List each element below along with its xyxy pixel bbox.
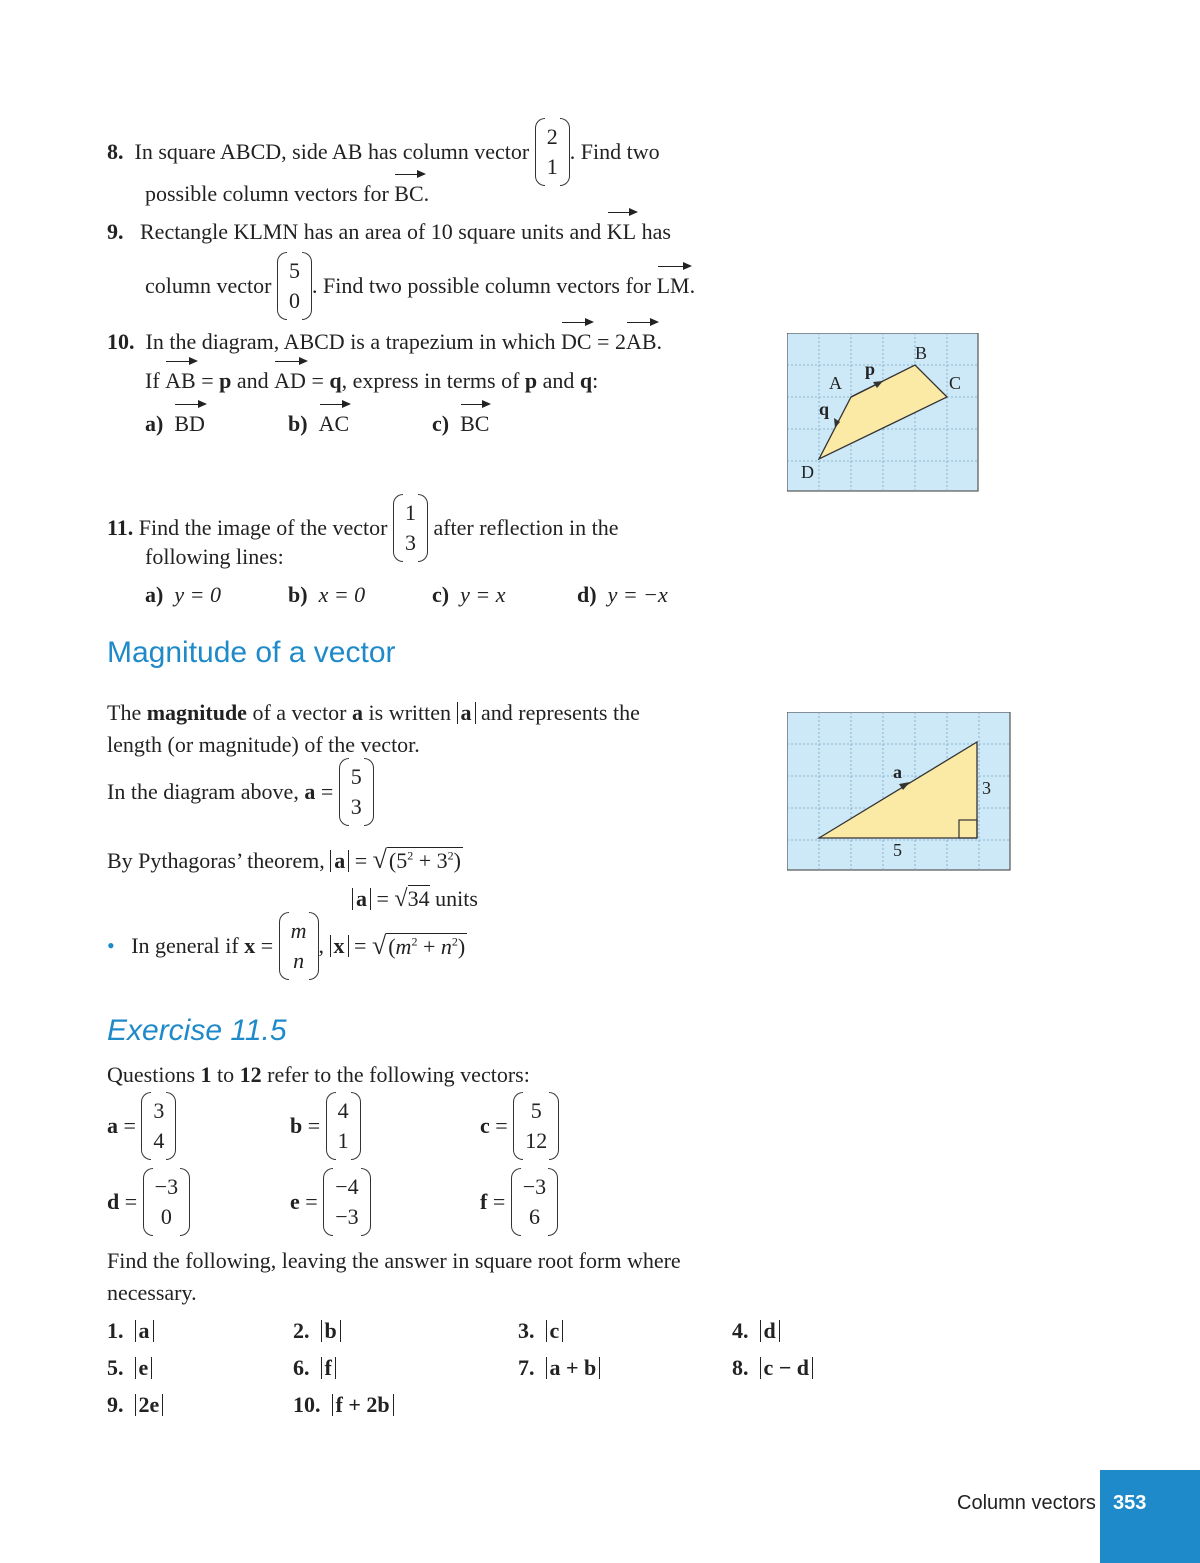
vector-def-d: d = −3 0: [107, 1168, 190, 1236]
column-vector: 2 1: [535, 118, 570, 186]
exercise-item: 9. 2e: [107, 1392, 163, 1418]
q10-part-c: c) BC: [432, 411, 490, 436]
vector-name: LM: [656, 273, 690, 298]
q10-part-b: b) AC: [288, 411, 350, 436]
question-11-line2: following lines:: [145, 544, 284, 569]
footer-section-title: Column vectors: [957, 1492, 1096, 1514]
q11-part-b: b) x = 0: [288, 582, 366, 607]
vector-def-e: e = −4 −3: [290, 1168, 371, 1236]
vector-def-a: a = 3 4: [107, 1092, 176, 1160]
pythagoras-line-1: By Pythagoras’ theorem, $a = √(5^2 + 3^2)$: [107, 845, 461, 874]
vector-def-f: f = −3 6: [480, 1168, 558, 1236]
label-A: A: [829, 373, 842, 393]
question-9: 9. Rectangle KLMN has an area of 10 square units and KL has: [107, 219, 671, 244]
bullet-icon: •: [107, 933, 115, 958]
label-3: 3: [982, 778, 991, 798]
page-number: 353: [1113, 1492, 1147, 1514]
vector-name: KL: [606, 219, 637, 244]
exercise-item: 1. a: [107, 1318, 154, 1344]
find-instruction-2: necessary.: [107, 1280, 197, 1305]
label-p: p: [865, 359, 876, 379]
column-vector: 5 3: [339, 758, 374, 826]
q11-part-d: d) y = −x: [577, 582, 668, 607]
label-C: C: [949, 373, 962, 393]
question-10: 10. In the diagram, ABCD is a trapezium in which DC = 2AB.: [107, 329, 663, 354]
question-11: 11. Find the image of the vector 1 3 after reflection in the: [107, 494, 619, 562]
question-9-line2: column vector 5 0 . Find two possible column vectors for LM .: [145, 252, 695, 320]
find-instruction: Find the following, leaving the answer in square root form where: [107, 1248, 681, 1273]
pythagoras-line-2: a = √34 units: [352, 886, 478, 913]
column-vector: m n: [279, 912, 319, 980]
label-a: a: [893, 762, 902, 782]
question-text: . Find two: [569, 139, 660, 164]
exercise-item: 7. a + b: [518, 1355, 600, 1381]
question-10-line2: If AB = p and AD = q, express in terms of p and q:: [145, 368, 599, 393]
exercise-item: 4. d: [732, 1318, 780, 1344]
label-B: B: [915, 343, 928, 363]
column-vector: 5 0: [277, 252, 312, 320]
vector-def-c: c = 5 12: [480, 1092, 559, 1160]
question-8: [107, 118, 660, 186]
label-5: 5: [893, 840, 902, 860]
vector-def-b: b = 4 1: [290, 1092, 361, 1160]
general-formula: • In general if x = m n , x = √ $(m^2 + n^2)$: [107, 912, 467, 980]
exercise-item: 2. b: [293, 1318, 341, 1344]
exercise-item: 6. f: [293, 1355, 336, 1381]
trapezium-diagram: [787, 333, 979, 492]
q11-part-c: c) y = x: [432, 582, 506, 607]
question-text: In square ABCD, side AB has column vector: [134, 139, 530, 164]
magnitude-para-1: The magnitude of a vector a is written a and represents the: [107, 700, 640, 725]
triangle-diagram: [787, 712, 1011, 871]
question-8-line2: possible column vectors for BC.: [145, 181, 430, 206]
section-heading: Magnitude of a vector: [107, 636, 396, 669]
question-number: 8.: [107, 139, 124, 164]
q10-part-a: a) BD: [145, 411, 205, 436]
page-number-box: [1100, 1470, 1200, 1563]
exercise-heading: Exercise 11.5: [107, 1014, 287, 1047]
label-D: D: [801, 462, 814, 482]
magnitude-para-3: In the diagram above, a = 5 3: [107, 758, 374, 826]
exercise-item: 3. c: [518, 1318, 563, 1344]
label-q: q: [819, 399, 830, 419]
vector-name: BC: [394, 181, 424, 206]
column-vector: 1 3: [393, 494, 428, 562]
exercise-item: 8. c − d: [732, 1355, 813, 1381]
exercise-item: 5. e: [107, 1355, 152, 1381]
q11-part-a: a) y = 0: [145, 582, 221, 607]
exercise-intro: Questions 1 to 12 refer to the following vectors:: [107, 1062, 530, 1087]
exercise-item: 10. f + 2b: [293, 1392, 394, 1418]
magnitude-para-2: length (or magnitude) of the vector.: [107, 732, 420, 757]
